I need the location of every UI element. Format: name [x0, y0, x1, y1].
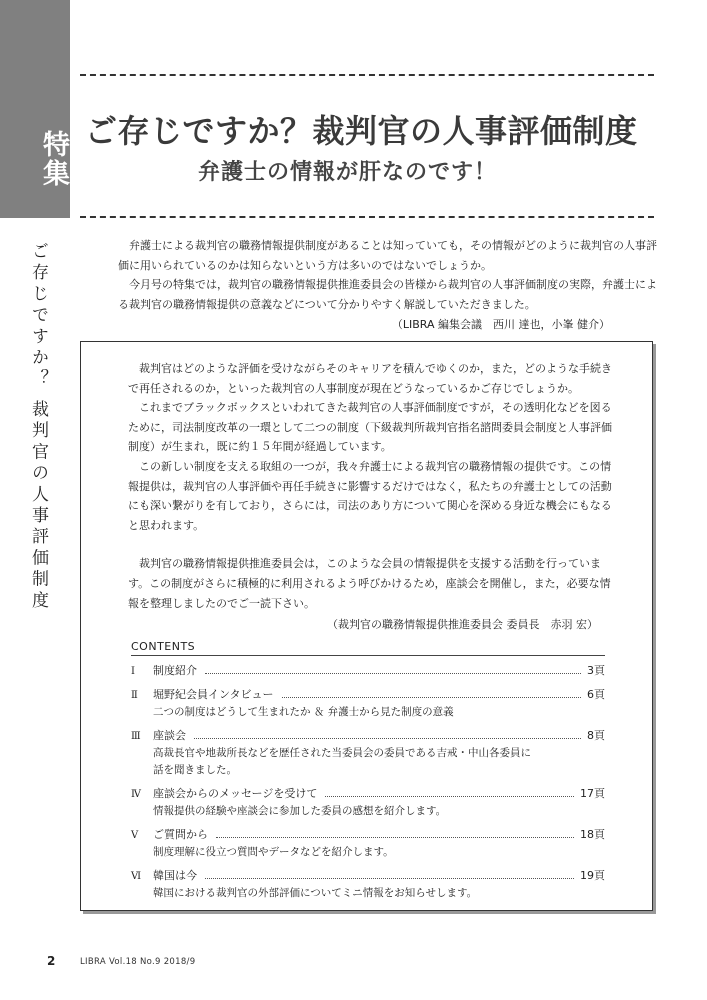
contents-heading: CONTENTS — [131, 640, 196, 653]
toc-item[interactable] — [131, 827, 605, 861]
toc-label: ご質問から — [153, 828, 208, 841]
contents-rule — [131, 655, 605, 656]
toc-page: 3頁 — [587, 664, 605, 677]
toc-item[interactable] — [131, 663, 605, 680]
toc-label: 制度紹介 — [153, 664, 197, 677]
toc-number: Ⅵ — [131, 871, 142, 882]
feature-box-body — [128, 359, 620, 635]
toc-page: 8頁 — [587, 729, 605, 742]
page-title: ご存じですか？裁判官の人事評価制度 — [85, 112, 638, 150]
toc-item[interactable] — [131, 868, 605, 902]
toc-description: 高裁長官や地裁所長などを歴任された当委員会の委員である吉戒・中山各委員に — [153, 747, 531, 759]
feature-label: 特集 — [38, 130, 69, 188]
toc-number: Ⅰ — [131, 666, 135, 677]
toc-leader — [205, 878, 574, 879]
toc-number: Ⅳ — [131, 789, 141, 800]
toc-description: 情報提供の経験や座談会に参加した委員の感想を紹介します。 — [153, 805, 447, 817]
toc-number: Ⅴ — [131, 830, 139, 841]
box-signature: （裁判官の職務情報提供推進委員会 委員長 赤羽 宏） — [327, 618, 598, 632]
toc-item[interactable] — [131, 728, 605, 779]
toc-leader — [194, 738, 581, 739]
page-number: 2 — [47, 954, 56, 968]
toc-item[interactable] — [131, 687, 605, 721]
toc-label: 韓国は今 — [153, 869, 197, 882]
toc-leader — [282, 697, 581, 698]
vertical-running-title: ご存じですか？ 裁判官の人事評価制度 — [28, 242, 48, 613]
toc-description: 二つの制度はどうして生まれたか ＆ 弁護士から見た制度の意義 — [153, 706, 454, 718]
toc-page: 19頁 — [580, 869, 605, 882]
toc-label: 堀野紀会員インタビュー — [153, 688, 274, 701]
feature-side-tab — [0, 0, 70, 218]
table-of-contents — [131, 639, 605, 902]
toc-description: 韓国における裁判官の外部評価についてミニ情報をお知らせします。 — [153, 887, 478, 899]
toc-number: Ⅲ — [131, 731, 141, 742]
toc-page: 17頁 — [580, 787, 605, 800]
top-dashed-divider — [80, 74, 654, 76]
toc-leader — [205, 673, 581, 674]
toc-label: 座談会 — [153, 729, 186, 742]
bottom-dashed-divider — [80, 216, 654, 218]
box-paragraph: この新しい制度を支える取組の一つが，我々弁護士による裁判官の職務情報の提供です。この情報提供は，裁判官の人事評価や再任手続きに影響するだけではなく，私たちの弁護士としての活動にも深い繋がりを有しており，さらには，司法のあり方について関心を深める身近な機会にもなると思われます。 — [128, 459, 612, 532]
box-paragraph: 裁判官の職務情報提供推進委員会は，このような会員の情報提供を支援する活動を行っています。この制度がさらに積極的に利用されるよう呼びかけるため，座談会を開催し，また，必要な情報を整理しましたのでご一読下さい。 — [128, 557, 611, 610]
toc-leader — [216, 837, 574, 838]
toc-page: 18頁 — [580, 828, 605, 841]
box-paragraph: 裁判官はどのような評価を受けながらそのキャリアを積んでゆくのか，また，どのような手続きで再任されるのか，といった裁判官の人事制度が現在どうなっているかご存じでしょうか。 — [128, 362, 612, 395]
intro-paragraph: 弁護士による裁判官の職務情報提供制度があることは知っていても，その情報がどのように裁判官の人事評価に用いられているのかは知らないという方は多いのではないでしょうか。 — [118, 239, 657, 272]
toc-description: 制度理解に役立つ質問やデータなどを紹介します。 — [153, 846, 394, 858]
intro-paragraph: 今月号の特集では，裁判官の職務情報提供推進委員会の皆様から裁判官の人事評価制度の実際，弁護士による裁判官の職務情報提供の意義などについて分かりやすく解説していただきました。 — [118, 278, 657, 311]
box-paragraph: これまでブラックボックスといわれてきた裁判官の人事評価制度ですが，その透明化などを図るために，司法制度改革の一環として二つの制度（下級裁判所裁判官指名諮問委員会制度と人事評価制度）が生まれ，既に約１５年間が経過しています。 — [128, 401, 612, 454]
intro-signature: （LIBRA 編集会議 西川 達也，小峯 健介） — [391, 318, 610, 331]
footer-issue-info: LIBRA Vol.18 No.9 2018/9 — [80, 957, 196, 967]
toc-item[interactable] — [131, 786, 605, 820]
toc-number: Ⅱ — [131, 690, 138, 701]
feature-box — [80, 341, 653, 911]
intro-section — [118, 236, 658, 335]
page-subtitle: 弁護士の情報が肝なのです！ — [198, 160, 498, 185]
toc-label: 座談会からのメッセージを受けて — [153, 787, 318, 800]
toc-page: 6頁 — [587, 688, 605, 701]
toc-leader — [325, 796, 574, 797]
toc-description: 話を聞きました。 — [153, 764, 237, 776]
